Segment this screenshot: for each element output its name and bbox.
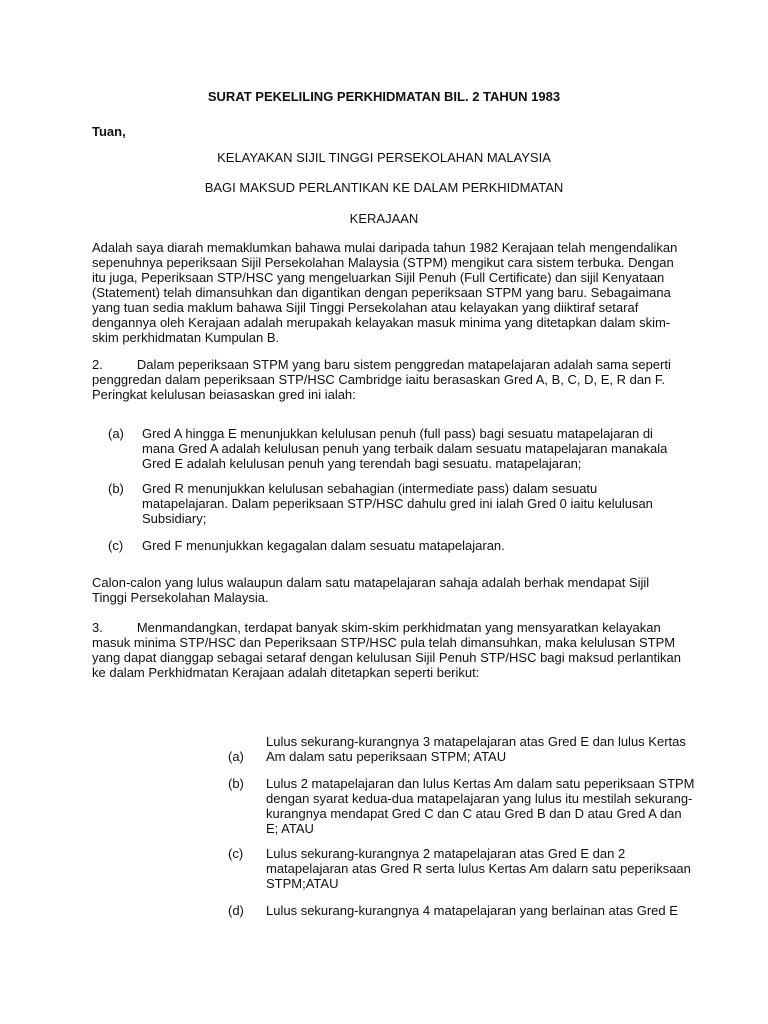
salutation: Tuan, xyxy=(92,124,126,139)
paragraph-2-number: 2. xyxy=(92,357,103,372)
paragraph-2-text: Dalam peperiksaan STPM yang baru sistem penggredan matapelajaran adalah sama seperti penggredan dalam peperiksaan STP/HSC Cambridge iaitu berasaskan Gred A, B, C, D, E, R dan F. Peringkat kelulusan beiasaskan gred ini ialah: xyxy=(92,357,671,402)
subtitle-line-3: KERAJAAN xyxy=(349,211,419,226)
criteria-text: Lulus sekurang-kurangnya 4 matapelajaran yang berlainan atas Gred E xyxy=(266,903,678,918)
grade-text: Gred R menunjukkan kelulusan sebahagian (intermediate pass) dalam sesuatu matapelajaran. Dalam peperiksaan STP/HSC dahulu gred ini ialah Gred 0 iaitu kelulusan Subsidiary; xyxy=(142,481,653,526)
paragraph-4 xyxy=(92,620,682,680)
grade-text: Gred F menunjukkan kegagalan dalam sesuatu matapelajaran. xyxy=(142,538,505,553)
grade-marker: (a) xyxy=(108,426,124,441)
document-title: SURAT PEKELILING PERKHIDMATAN BIL. 2 TAHUN 1983 xyxy=(207,89,561,104)
criteria-text: Lulus sekurang-kurangnya 3 matapelajaran atas Gred E dan lulus Kertas Am dalam satu peperiksaan STPM; ATAU xyxy=(266,734,686,764)
criteria-marker: (a) xyxy=(228,749,244,764)
paragraph-1: Adalah saya diarah memaklumkan bahawa mulai daripada tahun 1982 Kerajaan telah mengendalikan sepenuhnya peperiksaan Sijil Persekolahan Malaysia (STPM) mengikut cara sistem terbuka. Dengan itu juga, Peperiksaan STP/HSC yang mengeluarkan Sijil Penuh (Full Certificate) dan sijil Kenyataan (Statement) telah dimansuhkan dan digantikan dengan peperiksaan STPM yang baru. Sebagaimana yang tuan sedia maklum bahawa Sijil Tinggi Persekolahan atau kelayakan yang diiktiraf setaraf dengannya oleh Kerajaan adalah merupakah kelayakan masuk minima yang ditetapkan dalam skim-skim perkhidmatan Kumpulan B. xyxy=(92,240,678,345)
paragraph-4-number: 3. xyxy=(92,620,103,635)
criteria-marker: (c) xyxy=(228,846,244,861)
subtitle-line-2: BAGI MAKSUD PERLANTIKAN KE DALAM PERKHIDMATAN xyxy=(204,180,564,195)
criteria-marker: (b) xyxy=(228,776,244,791)
criteria-text: Lulus 2 matapelajaran dan lulus Kertas Am dalam satu peperiksaan STPM dengan syarat kedua-dua matapelajaran yang lulus itu mestilah sekurang-kurangnya mendapat Gred C dan C atau Gred B dan D atau Gred A dan E; ATAU xyxy=(266,776,695,836)
paragraph-3: Calon-calon yang lulus walaupun dalam satu matapelajaran sahaja adalah berhak mendapat Sijil Tinggi Persekolahan Malaysia. xyxy=(92,575,650,605)
criteria-marker: (d) xyxy=(228,903,244,918)
grade-text: Gred A hingga E menunjukkan kelulusan penuh (full pass) bagi sesuatu matapelajaran di mana Gred A adalah kelulusan penuh yang terbaik dalam sesuatu matapelajaran manakala Gred E adalah kelulusan penuh yang terendah bagi sesuatu. matapelajaran; xyxy=(142,426,668,471)
subtitle-line-1: KELAYAKAN SIJIL TINGGI PERSEKOLAHAN MALAYSIA xyxy=(217,150,551,165)
paragraph-4-text: Menmandangkan, terdapat banyak skim-skim perkhidmatan yang mensyaratkan kelayakan masuk minima STP/HSC dan Peperiksaan STP/HSC pula telah dimansuhkan, maka kelulusan STPM yang dapat dianggap sebagai setaraf dengan kelulusan Sijil Penuh STP/HSC bagi maksud perlantikan ke dalam Perkhidmatan Kerajaan adalah ditetapkan seperti berikut: xyxy=(92,620,681,680)
grade-marker: (c) xyxy=(108,538,124,553)
grade-marker: (b) xyxy=(108,481,124,496)
criteria-text: Lulus sekurang-kurangnya 2 matapelajaran atas Gred E dan 2 matapelajaran atas Gred R serta lulus Kertas Am dalarn satu peperiksaan STPM;ATAU xyxy=(266,846,691,891)
paragraph-2 xyxy=(92,357,682,402)
